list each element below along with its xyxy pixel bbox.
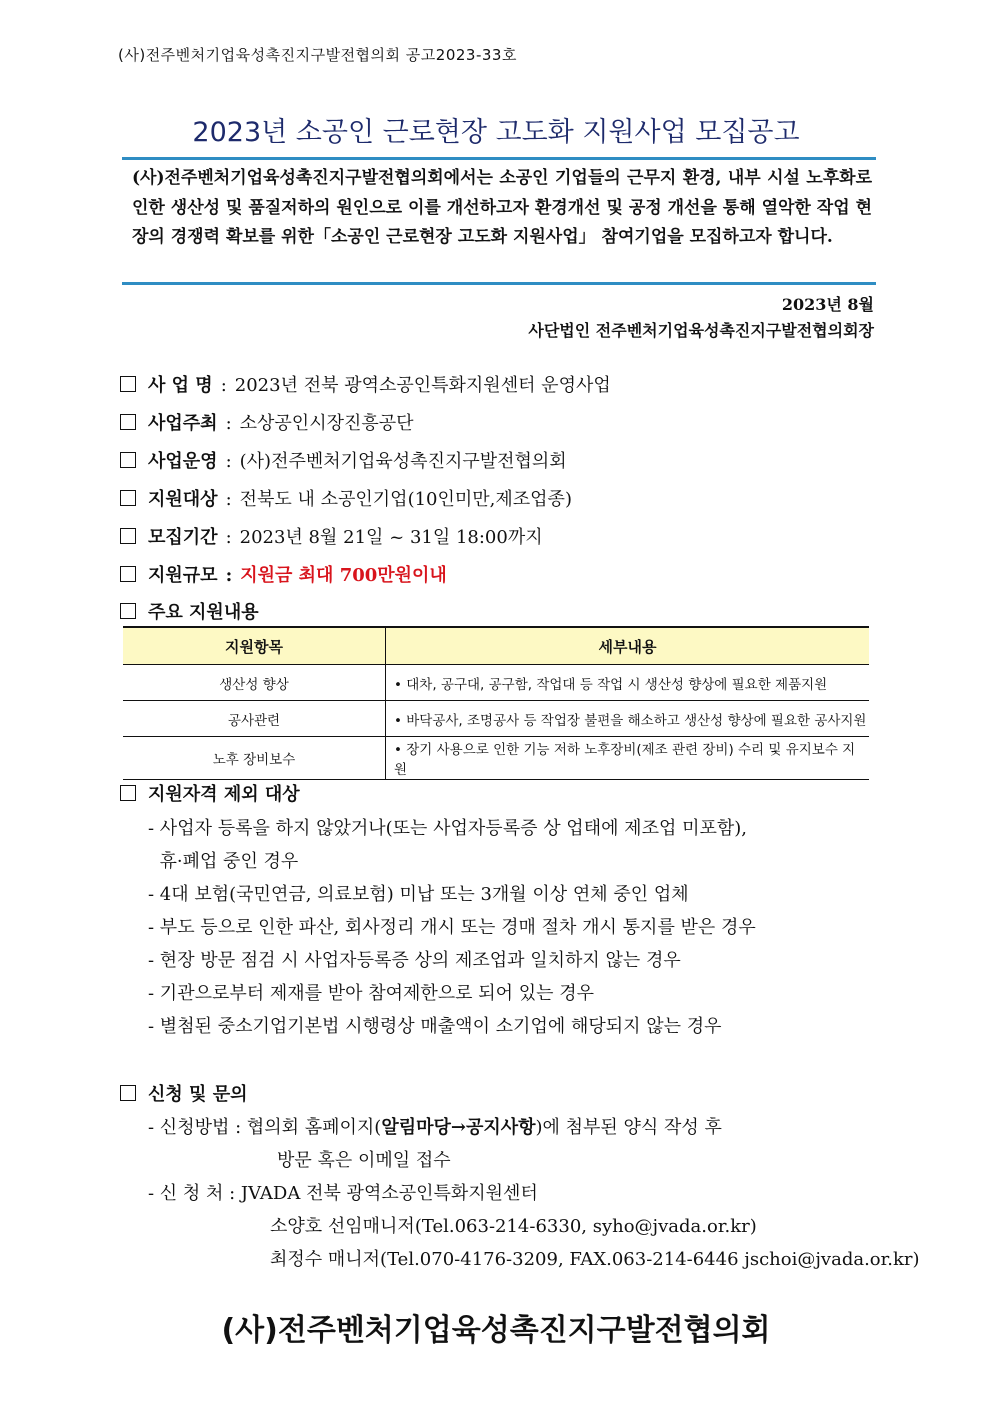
column-header: 세부내용 xyxy=(386,627,870,665)
item-value: 지원금 최대 700만원이내 xyxy=(240,565,447,586)
footer-organization: (사)전주벤처기업육성촉진지구발전협의회 xyxy=(221,1313,771,1348)
exclusion-heading xyxy=(120,780,300,806)
table-row xyxy=(123,701,869,737)
table-row xyxy=(123,737,869,780)
exclusion-line: 휴·폐업 중인 경우 xyxy=(148,851,299,872)
checkbox-icon xyxy=(120,566,136,582)
board-path: 알림마당→공지사항 xyxy=(381,1117,536,1138)
item-label: 사업운영 xyxy=(148,451,218,472)
table-cell: • 대차, 공구대, 공구함, 작업대 등 작업 시 생산성 향상에 필요한 제품지원 xyxy=(386,665,870,701)
checkbox-icon xyxy=(120,603,136,619)
exclusion-line: - 4대 보험(국민연금, 의료보험) 미납 또는 3개월 이상 연체 중인 업체 xyxy=(148,884,689,905)
exclusion-line: - 현장 방문 점검 시 사업자등록증 상의 제조업과 일치하지 않는 경우 xyxy=(148,950,681,971)
table-cell: 노후 장비보수 xyxy=(123,737,386,780)
page-title: 2023년 소공인 근로현장 고도화 지원사업 모집공고 xyxy=(192,117,800,148)
apply-method-line2: 방문 혹은 이메일 접수 xyxy=(277,1150,451,1171)
contact-manager-2: 최정수 매니저(Tel.070-4176-3209, FAX.063-214-6446 jschoi@jvada.or.kr) xyxy=(270,1249,920,1270)
section-heading: 주요 지원내용 xyxy=(148,602,259,623)
apply-place: - 신 청 처 : JVADA 전북 광역소공인특화지원센터 xyxy=(148,1183,538,1204)
item-value: (사)전주벤처기업육성촉진지구발전협의회 xyxy=(239,451,567,472)
table-header-row xyxy=(123,627,869,665)
item-project-name: 사 업 명 : 2023년 전북 광역소공인특화지원센터 운영사업 xyxy=(120,371,611,397)
section-heading: 지원자격 제외 대상 xyxy=(148,784,300,805)
top-divider xyxy=(122,157,876,160)
item-label: 사 업 명 xyxy=(148,375,213,396)
item-label: 모집기간 xyxy=(148,527,218,548)
column-header: 지원항목 xyxy=(123,627,386,665)
table-cell: • 장기 사용으로 인한 기능 저하 노후장비(제조 관련 장비) 수리 및 유지보수 지원 xyxy=(386,737,870,780)
table-cell: • 바닥공사, 조명공사 등 작업장 불편을 해소하고 생산성 향상에 필요한 공사지원 xyxy=(386,701,870,737)
text: )에 첨부된 양식 작성 후 xyxy=(535,1117,722,1138)
intro-paragraph: (사)전주벤처기업육성촉진지구발전협의회에서는 소공인 기업들의 근무지 환경, 내부 시설 노후화로 인한 생산성 및 품질저하의 원인으로 이를 개선하고자 환경개선 및 공정 개선을 통해 열악한 작업 현장의 경쟁력 확보를 위한「소공인 근로현장 고도화 지원사업」 참여기업을 모집하고자 합니다. xyxy=(132,168,872,247)
item-value: 소상공인시장진흥공단 xyxy=(239,413,414,434)
item-value: 2023년 전북 광역소공인특화지원센터 운영사업 xyxy=(234,375,611,396)
checkbox-icon xyxy=(120,528,136,544)
item-host: 사업주최 : 소상공인시장진흥공단 xyxy=(120,409,414,435)
apply-method xyxy=(148,1113,722,1139)
exclusion-line: - 별첨된 중소기업기본법 시행령상 매출액이 소기업에 해당되지 않는 경우 xyxy=(148,1016,722,1037)
contact-manager-1: 소양호 선임매니저(Tel.063-214-6330, syho@jvada.or.kr) xyxy=(270,1216,757,1237)
checkbox-icon xyxy=(120,785,136,801)
table-cell: 생산성 향상 xyxy=(123,665,386,701)
checkbox-icon xyxy=(120,376,136,392)
support-heading xyxy=(120,598,259,624)
issuer: 사단법인 전주벤처기업육성촉진지구발전협의회장 xyxy=(528,321,874,340)
table-row xyxy=(123,665,869,701)
item-operator: 사업운영 : (사)전주벤처기업육성촉진지구발전협의회 xyxy=(120,447,567,473)
item-target: 지원대상 : 전북도 내 소공인기업(10인미만,제조업종) xyxy=(120,485,572,511)
support-table xyxy=(123,626,869,780)
item-label: 사업주최 xyxy=(148,413,218,434)
checkbox-icon xyxy=(120,1085,136,1101)
bottom-divider xyxy=(122,282,876,285)
apply-heading xyxy=(120,1080,247,1106)
announcement-number: (사)전주벤처기업육성촉진지구발전협의회 공고2023-33호 xyxy=(118,46,517,64)
announcement-date: 2023년 8월 xyxy=(781,295,874,314)
checkbox-icon xyxy=(120,414,136,430)
exclusion-line: - 사업자 등록을 하지 않았거나(또는 사업자등록증 상 업태에 제조업 미포함), xyxy=(148,818,747,839)
item-value: 전북도 내 소공인기업(10인미만,제조업종) xyxy=(239,489,572,510)
exclusion-line: - 기관으로부터 제재를 받아 참여제한으로 되어 있는 경우 xyxy=(148,983,595,1004)
item-scale: 지원규모 : 지원금 최대 700만원이내 xyxy=(120,561,447,587)
item-period: 모집기간 : 2023년 8월 21일 ~ 31일 18:00까지 xyxy=(120,523,543,549)
text: - 신청방법 : 협의회 홈페이지( xyxy=(148,1117,382,1138)
checkbox-icon xyxy=(120,452,136,468)
table-cell: 공사관련 xyxy=(123,701,386,737)
item-value: 2023년 8월 21일 ~ 31일 18:00까지 xyxy=(239,527,543,548)
item-label: 지원규모 xyxy=(148,565,218,586)
exclusion-line: - 부도 등으로 인한 파산, 회사정리 개시 또는 경매 절차 개시 통지를 받은 경우 xyxy=(148,917,756,938)
item-label: 지원대상 xyxy=(148,489,218,510)
checkbox-icon xyxy=(120,490,136,506)
section-heading: 신청 및 문의 xyxy=(148,1084,248,1105)
